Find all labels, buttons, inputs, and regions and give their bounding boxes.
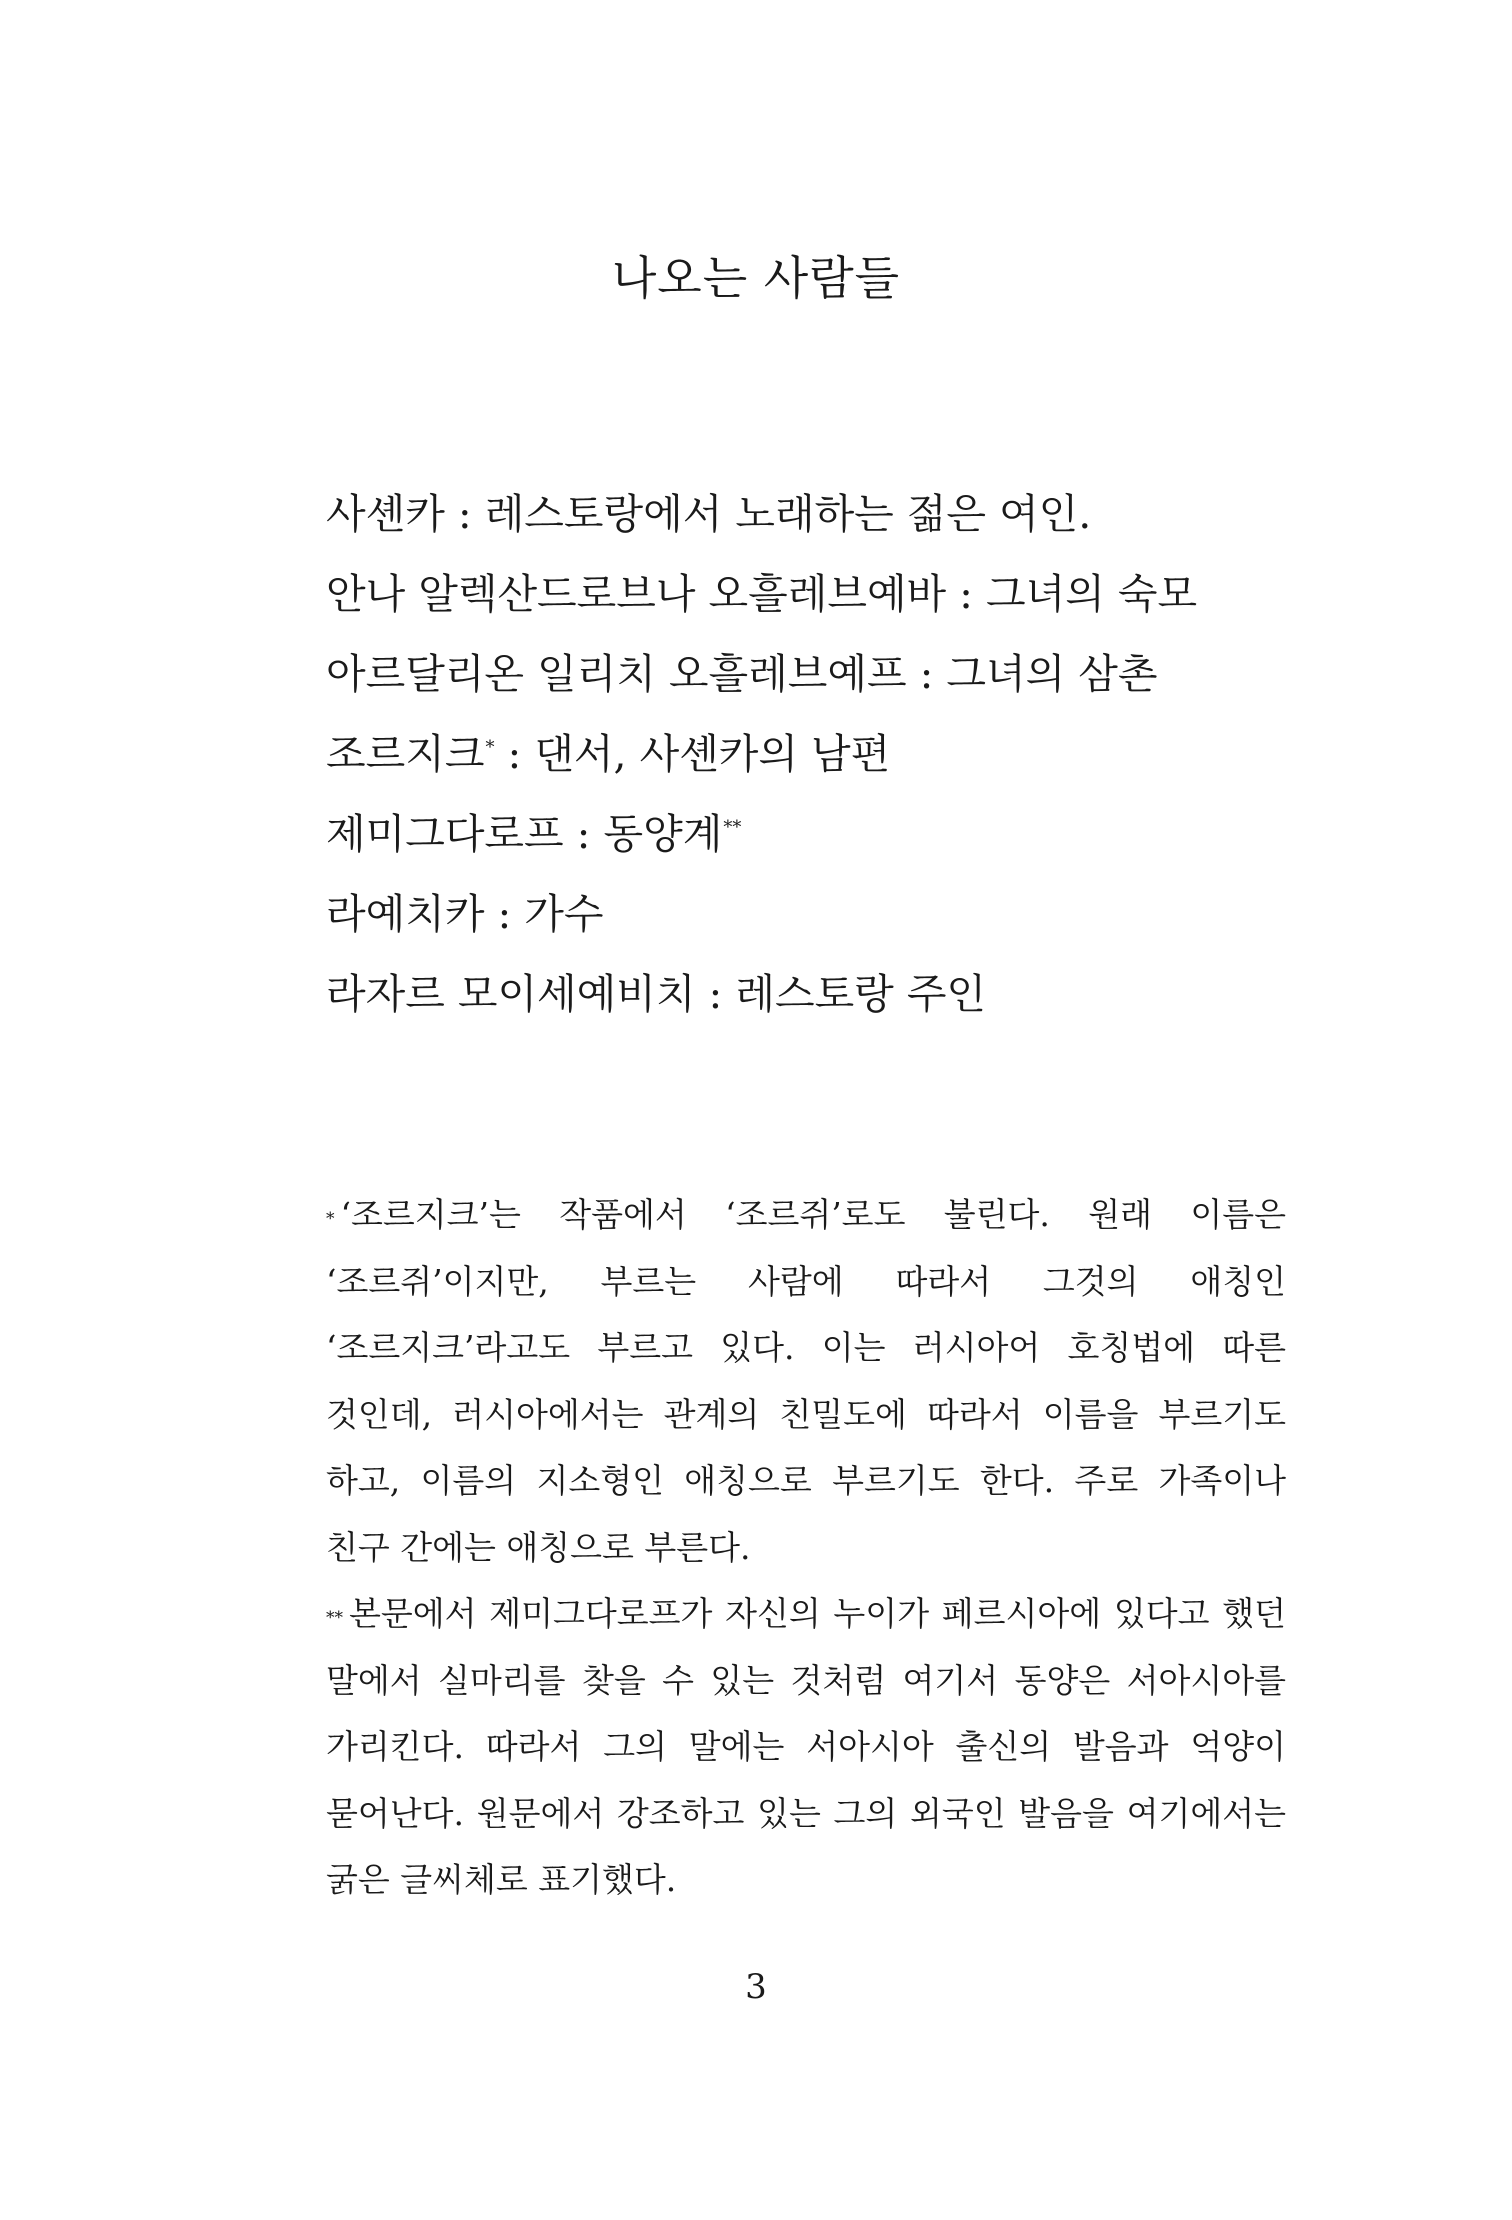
cast-item-zhorzhik xyxy=(326,724,1326,804)
cast-text: 사셴카 : 레스토랑에서 노래하는 젊은 여인. xyxy=(326,490,1092,538)
cast-item-rayechka xyxy=(326,884,1326,964)
footnotes xyxy=(326,1182,1286,1914)
cast-text: 아르달리온 일리치 오흘레브예프 : 그녀의 삼촌 xyxy=(326,650,1158,698)
cast-item-sashenka xyxy=(326,484,1326,564)
footnote-1 xyxy=(326,1182,1286,1581)
cast-item-lazar xyxy=(326,964,1326,1044)
cast-text: 안나 알렉산드로브나 오흘레브예바 : 그녀의 숙모 xyxy=(326,570,1198,618)
cast-item-anna xyxy=(326,564,1326,644)
cast-text-name: 조르지크 xyxy=(326,730,485,778)
footnote-text: ‘조르지크’는 작품에서 ‘조르쥐’로도 불린다. 원래 이름은 ‘조르쥐’이지만, 부르는 사람에 따라서 그것의 애칭인 ‘조르지크’라고도 부르고 있다. 이는 러시아어 호칭법에 따른 것인데, 러시아에서는 관계의 친밀도에 따라서 이름을 부르기도 하고, 이름의 지소형인 애칭으로 부르기도 한다. 주로 가족이나 친구 간에는 애칭으로 부른다. xyxy=(326,1195,1286,1567)
footnote-marker: * xyxy=(485,737,495,758)
page-title: 나오는 사람들 xyxy=(611,251,901,305)
cast-text-role: : 댄서, 사셴카의 남편 xyxy=(494,730,891,778)
footnote-marker: ** xyxy=(723,817,742,838)
cast-item-zemigdarov xyxy=(326,804,1326,884)
footnote-marker: ** xyxy=(326,1608,343,1628)
cast-text-name: 제미그다로프 : 동양계 xyxy=(326,810,723,858)
cast-text: 라예치카 : 가수 xyxy=(326,890,604,938)
page-number: 3 xyxy=(745,1967,767,2007)
cast-item-ardalion xyxy=(326,644,1326,724)
footnote-marker: * xyxy=(326,1209,335,1229)
cast-text: 라자르 모이세예비치 : 레스토랑 주인 xyxy=(326,970,987,1018)
footnote-2 xyxy=(326,1581,1286,1914)
footnote-text: 본문에서 제미그다로프가 자신의 누이가 페르시아에 있다고 했던 말에서 실마리를 찾을 수 있는 것처럼 여기서 동양은 서아시아를 가리킨다. 따라서 그의 말에는 서아시아 출신의 발음과 억양이 묻어난다. 원문에서 강조하고 있는 그의 외국인 발음을 여기에서는 굵은 글씨체로 표기했다. xyxy=(326,1594,1286,1899)
cast-list xyxy=(326,484,1326,1044)
